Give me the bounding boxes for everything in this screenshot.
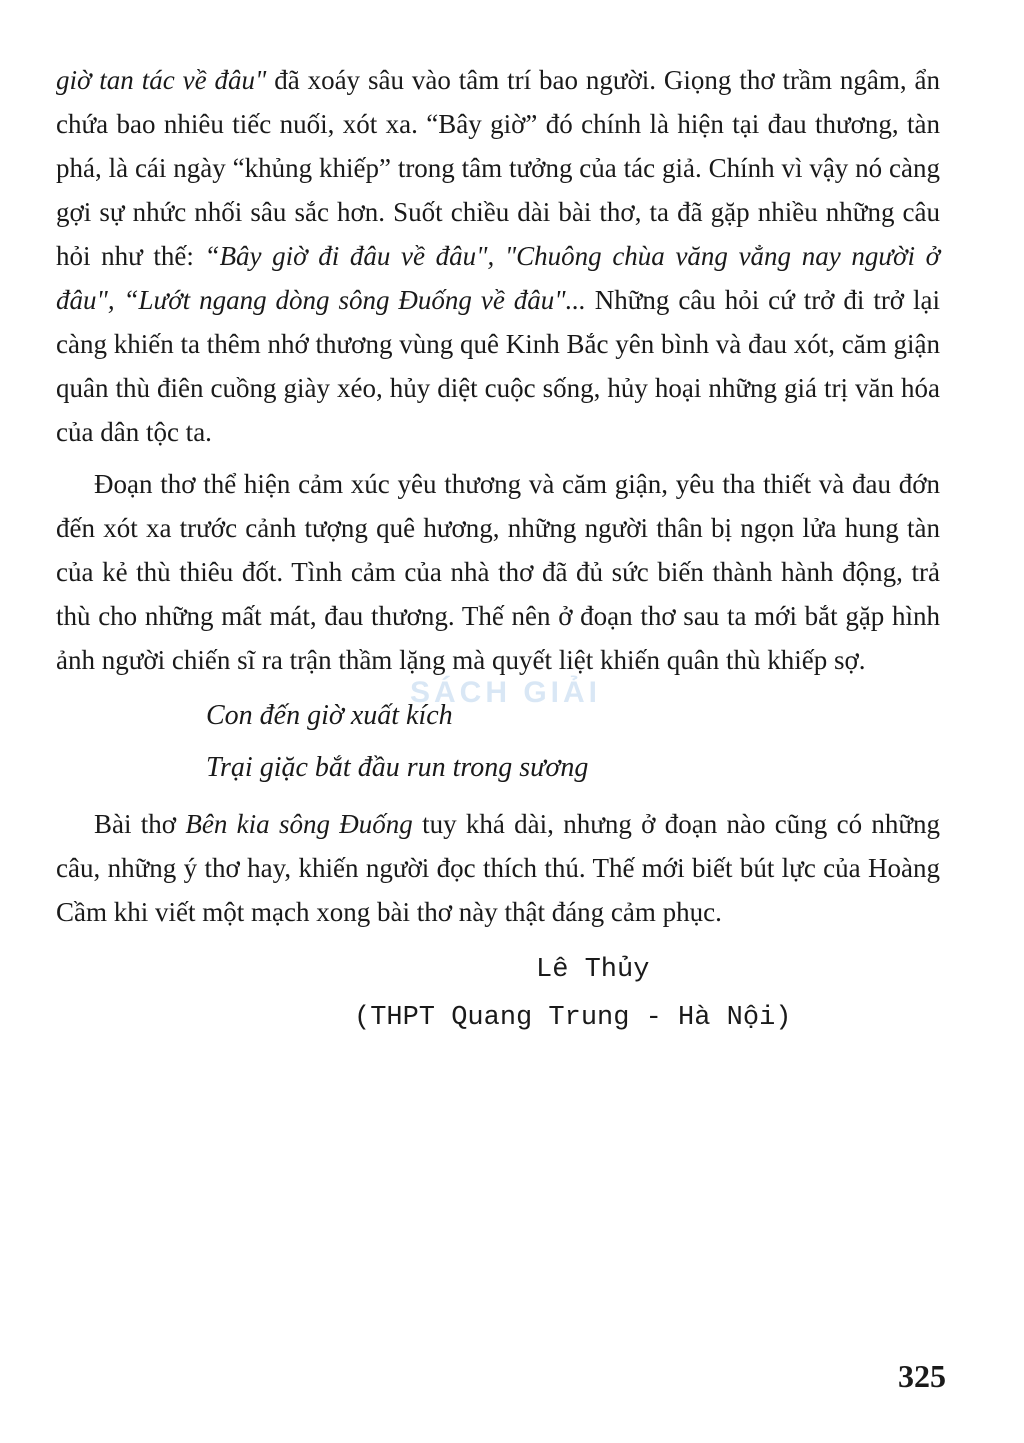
paragraph-1-text-b: Những câu hỏi cứ trở đi trở lại càng khiến ta thêm nhớ thương vùng quê Kinh Bắc yên bình và đau xót, căm giận quân thù điên cuồng giày xéo, hủy diệt cuộc sống, hủy hoại những giá trị văn hóa của dân tộc ta.	[56, 285, 941, 447]
paragraph-2: Đoạn thơ thể hiện cảm xúc yêu thương và căm giận, yêu tha thiết và đau đớn đến xót xa trước cảnh tượng quê hương, những người thân bị ngọn lửa hung tàn của kẻ thù thiêu đốt. Tình cảm của nhà thơ đã đủ sức biến thành hành động, trả thù cho những mất mát, đau thương. Thế nên ở đoạn thơ sau ta mới bắt gặp hình ảnh người chiến sĩ ra trận thầm lặng mà quyết liệt khiến quân thù khiếp sợ.	[56, 469, 940, 675]
watermark: SÁCH GIẢI	[410, 676, 602, 709]
paragraph-3-text-b: tuy khá dài, nhưng ở đoạn nào cũng có những câu, những ý thơ hay, khiến người đọc thích thú. Thế mới biết bút lực của Hoàng Cầm khi viết một mạch xong bài thơ này thật đáng cảm phục.	[56, 809, 941, 927]
author-name: Lê Thủy	[536, 955, 650, 985]
paragraph-1-quotes: “Bây giờ đi đâu về đâu", "Chuông chùa văng vẳng nay người ở đâu", “Lướt ngang dòng sông Đuống về đâu"...	[56, 241, 940, 315]
paragraph-1-quote-start: giờ tan tác về đâu"	[56, 65, 267, 95]
paragraph-1-text-a: đã xoáy sâu vào tâm trí bao người. Giọng thơ trầm ngâm, ẩn chứa bao nhiêu tiếc nuối, xót xa. “Bây giờ” đó chính là hiện tại đau thương, tàn phá, là cái ngày “khủng khiếp” trong tâm tưởng của tác giả. Chính vì vậy nó càng gợi sự nhức nhối sâu sắc hơn. Suốt chiều dài bài thơ, ta đã gặp nhiều những câu hỏi như thế:	[56, 65, 940, 271]
paragraph-1	[56, 58, 940, 454]
author-school: (THPT Quang Trung - Hà Nội)	[354, 1003, 792, 1033]
verse-block	[206, 690, 940, 794]
poem-title: Bên kia sông Đuống	[185, 809, 413, 839]
page-number: 325	[898, 1358, 946, 1394]
page-body	[56, 58, 940, 1042]
verse-line-2: Trại giặc bắt đầu run trong sương	[206, 752, 589, 783]
paragraph-3	[56, 802, 940, 934]
verse-line-1: Con đến giờ xuất kích	[206, 700, 453, 731]
paragraph-3-text-a: Bài thơ	[94, 809, 186, 839]
signature-block	[56, 946, 940, 1042]
